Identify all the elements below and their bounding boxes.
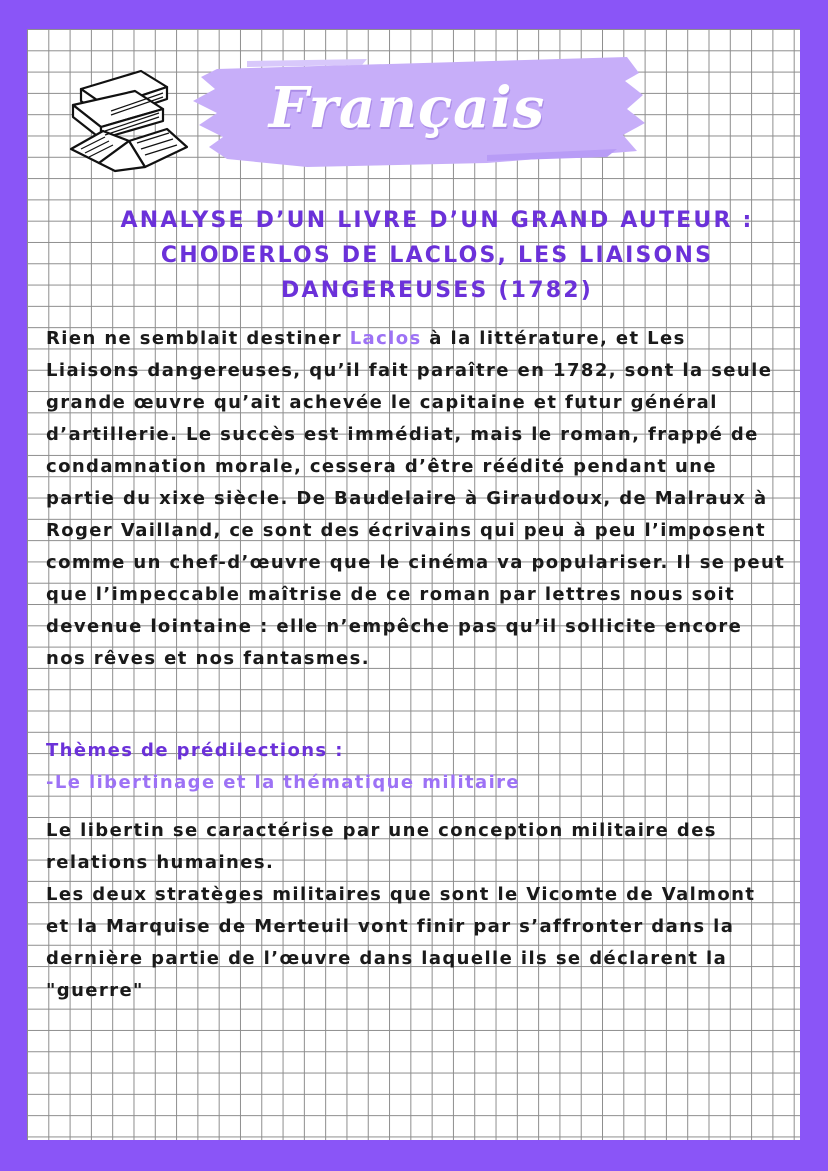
- notebook-page: [27, 29, 800, 1140]
- heading-line-1: ANALYSE D’UN LIVRE D’UN GRAND AUTEUR :: [120, 208, 754, 233]
- libertin-line-1: Le libertin se caractérise par une conception militaire des relations humaines.: [46, 820, 717, 873]
- heading-line-3: DANGEREUSES (1782): [281, 278, 593, 303]
- theme-item: -Le libertinage et la thématique militaire: [46, 772, 521, 793]
- heading-line-2: CHODERLOS DE LACLOS, LES LIAISONS: [160, 243, 714, 268]
- page-title: Français: [268, 75, 546, 141]
- intro-paragraph: [46, 323, 786, 675]
- intro-text-after: à la littérature, et Les Liaisons dangereuses, qu’il fait paraître en 1782, sont la seule grande œuvre qu’ait achevée le capitaine et futur général d’artillerie. Le succès est immédiat, mais le roman, frappé de condamnation morale, cessera d’être réédité pendant une partie du xixe siècle. De Baudelaire à Giraudoux, de Malraux à Roger Vailland, ce sont des écrivains qui peu à peu l’imposent comme un chef-d’œuvre que le cinéma va populariser. Il se peut que l’impeccable maîtrise de ce roman par lettres nous soit devenue lointaine : elle n’empêche pas qu’il sollicite encore nos rêves et nos fantasmes.: [46, 328, 786, 669]
- libertin-line-2: Les deux stratèges militaires que sont le Vicomte de Valmont et la Marquise de Merteuil vont finir par s’affronter dans la dernière partie de l’œuvre dans laquelle ils se déclarent la "guerre": [46, 884, 756, 1001]
- libertin-paragraph: [46, 815, 786, 1007]
- analysis-heading: [87, 203, 787, 308]
- themes-section: [46, 735, 786, 799]
- themes-title: Thèmes de prédilections :: [46, 740, 344, 761]
- books-icon: [63, 67, 191, 177]
- author-highlight: Laclos: [349, 328, 422, 349]
- intro-text-before: Rien ne semblait destiner: [46, 328, 350, 349]
